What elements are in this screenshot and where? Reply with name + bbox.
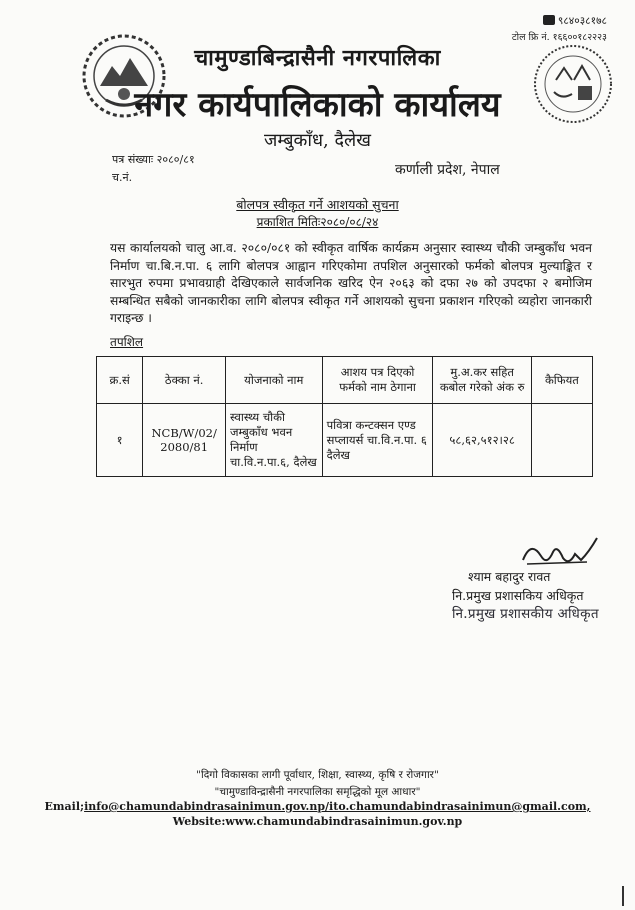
notice-date: प्रकाशित मितिः२०८०/०८/२४	[256, 215, 379, 229]
cell-project-name: स्वास्थ्य चौकी जम्बुकाँध भवन निर्माण चा.वि.न.पा.६, दैलेख	[226, 404, 323, 477]
header-project-name: योजनाको नाम	[226, 357, 323, 404]
footer-slogan-2: "चामुण्डाविन्द्रासैनी नगरपालिका समृद्धिको मूल आधार"	[214, 786, 421, 798]
header-amount: मु.अ.कर सहित कबोल गरेको अंक रु	[433, 357, 531, 404]
email-link[interactable]: info@chamundabindrasainimun.gov.np/ito.chamundabindrasainimun@gmail.com,	[84, 800, 591, 813]
cell-sn: १	[97, 404, 143, 477]
table-header-row	[97, 357, 593, 404]
table-row	[97, 404, 593, 477]
phone-icon	[543, 15, 555, 25]
designation-stamp: नि.प्रमुख प्रशासकीय अधिकृत	[452, 606, 599, 622]
cell-firm: पवित्रा कन्टक्सन एण्ड सप्लायर्स चा.वि.न.पा. ६ दैलेख	[322, 404, 433, 477]
phone-number: ९८४०३८१७८	[543, 14, 607, 28]
notice-title: बोलपत्र स्वीकृत गर्ने आशयको सुचना	[236, 197, 399, 212]
signatory-name: श्याम बहादुर रावत	[468, 569, 551, 584]
municipality-name: चामुण्डाबिन्द्रासैनी नगरपालिका	[194, 45, 441, 71]
details-caption: तपशिल	[110, 335, 144, 349]
dispatch-number: च.नं.	[112, 171, 133, 184]
office-location: जम्बुकाँध, दैलेख	[264, 130, 371, 151]
office-title: नगर कार्यपालिकाको कार्यालय	[134, 85, 501, 125]
header-contract-no: ठेक्का नं.	[143, 357, 226, 404]
header-firm: आशय पत्र दिएको फर्मको नाम ठेगाना	[322, 357, 433, 404]
footer-slogan-1: "दिगो विकासका लागी पूर्वाधार, शिक्षा, स्वास्थ्य, कृषि र रोजगार"	[196, 769, 439, 781]
signatory-role: नि.प्रमुख प्रशासकिय अधिकृत	[452, 588, 584, 603]
page-corner-mark	[622, 886, 634, 906]
footer-website[interactable]: Website:www.chamundabindrasainimun.gov.np	[172, 815, 463, 828]
footer-email: Email;info@chamundabindrasainimun.gov.np/ito.chamundabindrasainimun@gmail.com,	[44, 800, 591, 813]
cell-remarks	[531, 404, 592, 477]
header-remarks: कैफियत	[531, 357, 592, 404]
header-sn: क्र.सं	[97, 357, 143, 404]
province-line: कर्णाली प्रदेश, नेपाल	[395, 162, 500, 178]
toll-free-number: टोल फ्रि नं. १६६००१८२२२३	[511, 32, 607, 43]
notice-body: यस कार्यालयको चालु आ.व. २०८०/०८१ को स्वीकृत वार्षिक कार्यक्रम अनुसार स्वास्थ्य चौकी जम्बुकाँध भवन निर्माण चा.बि.न.पा. ६ लागि बोलपत्र आह्वान गरिएकोमा तपशिल अनुसारको फर्मको बोलपत्र मुल्याङ्कित र सारभुत रुपमा प्रभावग्राही देखिएकाले सार्वजनिक खरिद ऐन २०६३ को दफा २७ को उपदफा २ बमोजिम सम्बन्धित सबैको जानकारीका लागि बोलपत्र स्वीकृत गर्ने आशयको सुचना प्रकाशन गरिएको व्यहोरा जानकारी गराइन्छ ।	[110, 241, 592, 325]
bid-table	[96, 356, 593, 477]
cell-amount: ५८,६२,५१२।२८	[433, 404, 531, 477]
cell-contract-no: NCB/W/02/ 2080/81	[143, 404, 226, 477]
reference-number: पत्र संख्याः २०८०/८१	[112, 153, 195, 166]
